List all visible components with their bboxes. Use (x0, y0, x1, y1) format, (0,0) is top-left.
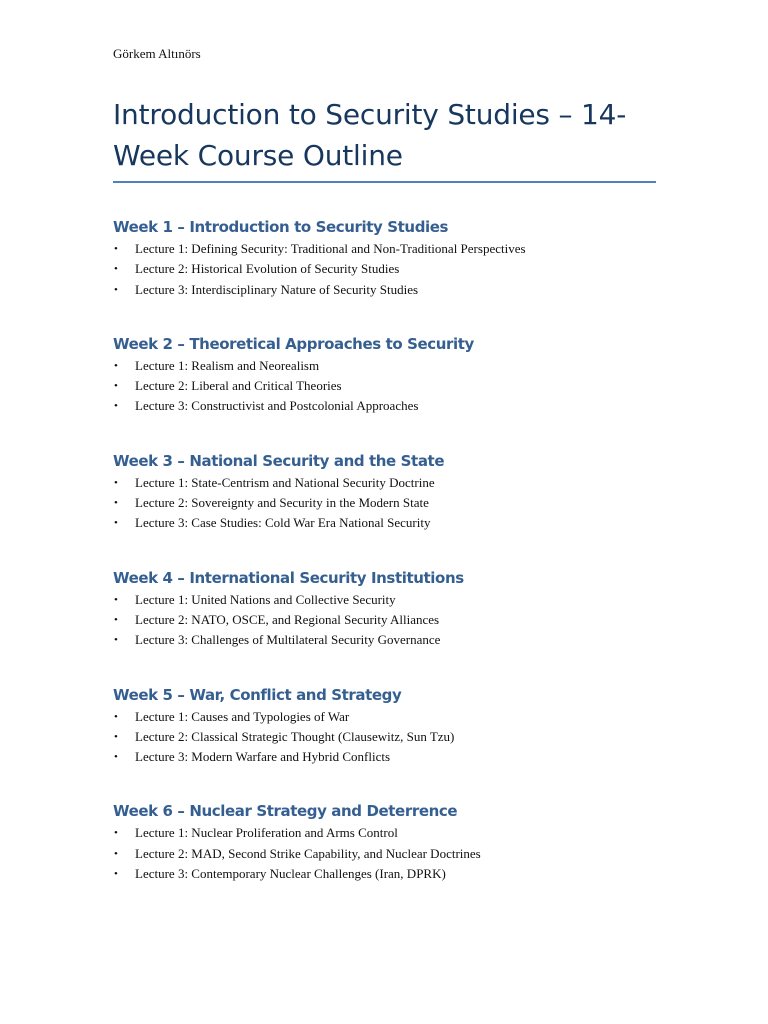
lecture-text: Lecture 3: Case Studies: Cold War Era National Security (135, 515, 431, 531)
week-section-1 (113, 216, 658, 300)
lecture-item (113, 727, 658, 747)
bullet-icon: • (114, 751, 118, 764)
bullet-icon: • (114, 634, 118, 647)
lecture-item (113, 747, 658, 767)
bullet-icon: • (114, 710, 118, 723)
lecture-text: Lecture 3: Challenges of Multilateral Security Governance (135, 632, 441, 648)
lecture-item (113, 259, 658, 279)
lecture-item (113, 396, 658, 416)
document-title (113, 94, 658, 176)
lecture-item (113, 630, 658, 650)
bullet-icon: • (114, 359, 118, 372)
lecture-item (113, 844, 658, 864)
lecture-item (113, 513, 658, 533)
bullet-icon: • (114, 613, 118, 626)
week-section-6 (113, 800, 658, 884)
bullet-icon: • (114, 868, 118, 881)
week-section-2 (113, 333, 658, 417)
lecture-text: Lecture 1: Realism and Neorealism (135, 357, 320, 373)
lecture-text: Lecture 2: MAD, Second Strike Capability, and Nuclear Doctrines (135, 845, 481, 861)
lecture-item (113, 473, 658, 493)
lecture-item (113, 376, 658, 396)
bullet-icon: • (114, 517, 118, 530)
lecture-list (113, 590, 658, 651)
lecture-item (113, 864, 658, 884)
title-line-2: Week Course Outline (113, 139, 403, 172)
lecture-text: Lecture 2: Sovereignty and Security in the Modern State (135, 495, 429, 511)
lecture-item (113, 280, 658, 300)
document-page (113, 44, 658, 884)
lecture-text: Lecture 1: Defining Security: Traditional and Non-Traditional Perspectives (135, 241, 526, 256)
weeks-list (113, 216, 658, 884)
week-section-3 (113, 450, 658, 534)
lecture-item (113, 610, 658, 630)
bullet-icon: • (114, 847, 118, 860)
bullet-icon: • (114, 400, 118, 413)
lecture-item (113, 493, 658, 513)
lecture-text: Lecture 2: Classical Strategic Thought (Clausewitz, Sun Tzu) (135, 728, 455, 744)
lecture-text: Lecture 1: State-Centrism and National Security Doctrine (135, 474, 435, 490)
week-heading: Week 1 – Introduction to Security Studies (113, 218, 449, 236)
lecture-item (113, 590, 658, 610)
author-name: Görkem Altınörs (113, 46, 201, 61)
lecture-text: Lecture 3: Constructivist and Postcolonial Approaches (135, 398, 419, 414)
bullet-icon: • (114, 593, 118, 606)
lecture-text: Lecture 3: Contemporary Nuclear Challenges (Iran, DPRK) (135, 866, 446, 882)
week-section-4 (113, 567, 658, 651)
bullet-icon: • (114, 380, 118, 393)
lecture-text: Lecture 3: Modern Warfare and Hybrid Conflicts (135, 749, 391, 765)
lecture-list (113, 473, 658, 534)
bullet-icon: • (114, 476, 118, 489)
title-line-1: Introduction to Security Studies – 14- (113, 98, 627, 131)
lecture-text: Lecture 3: Interdisciplinary Nature of Security Studies (135, 281, 419, 297)
lecture-item (113, 356, 658, 376)
week-heading: Week 4 – International Security Institutions (113, 568, 464, 587)
week-heading: Week 2 – Theoretical Approaches to Security (113, 334, 474, 353)
bullet-icon: • (114, 283, 118, 296)
lecture-text: Lecture 1: Causes and Typologies of War (135, 708, 350, 724)
bullet-icon: • (114, 263, 118, 276)
lecture-text: Lecture 2: Historical Evolution of Security Studies (135, 261, 400, 277)
week-heading: Week 5 – War, Conflict and Strategy (113, 685, 402, 704)
lecture-list (113, 239, 658, 300)
lecture-text: Lecture 2: NATO, OSCE, and Regional Security Alliances (135, 611, 440, 627)
lecture-list (113, 707, 658, 768)
lecture-text: Lecture 2: Liberal and Critical Theories (135, 378, 342, 394)
lecture-item (113, 823, 658, 843)
lecture-text: Lecture 1: United Nations and Collective Security (135, 591, 396, 607)
lecture-list (113, 823, 658, 884)
week-heading: Week 6 – Nuclear Strategy and Deterrence (113, 802, 458, 821)
lecture-item (113, 707, 658, 727)
week-section-5 (113, 684, 658, 768)
bullet-icon: • (114, 243, 118, 255)
bullet-icon: • (114, 730, 118, 743)
lecture-item (113, 239, 658, 259)
bullet-icon: • (114, 827, 118, 840)
bullet-icon: • (114, 497, 118, 510)
title-underline (113, 181, 656, 183)
week-heading: Week 3 – National Security and the State (113, 451, 445, 470)
lecture-list (113, 356, 658, 417)
lecture-text: Lecture 1: Nuclear Proliferation and Arms Control (135, 825, 398, 841)
